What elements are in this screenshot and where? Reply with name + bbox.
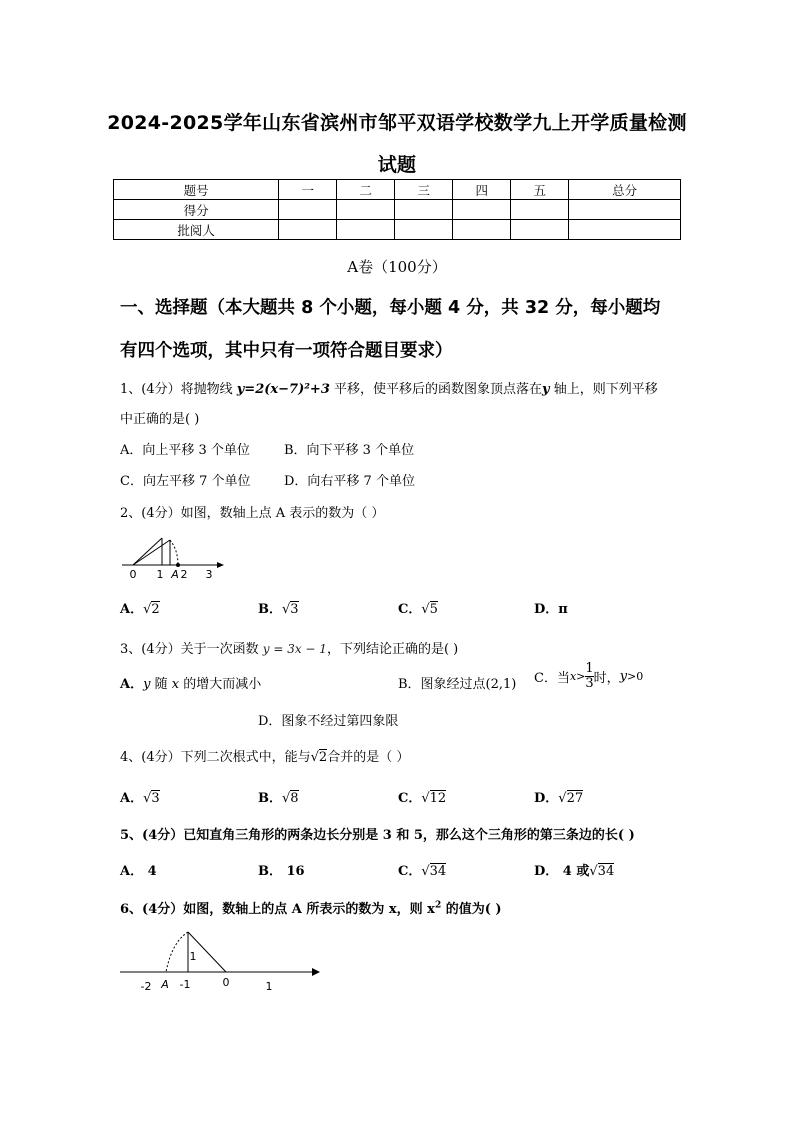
score-cell[interactable]: [337, 220, 395, 240]
volume-heading: A卷（100分）: [347, 258, 447, 276]
radicand: 12: [429, 791, 447, 806]
question-3-option-a[interactable]: [120, 673, 261, 692]
tick-label: 0: [129, 568, 137, 581]
question-6-superscript: 2: [434, 900, 442, 911]
radicand: 5: [429, 602, 438, 617]
exam-title-line2: 试题: [377, 154, 417, 176]
score-cell[interactable]: [279, 200, 337, 220]
point-a-label: A: [161, 978, 169, 991]
score-table-header: 题号: [114, 180, 279, 200]
question-4-text: [120, 746, 409, 765]
score-cell[interactable]: [337, 200, 395, 220]
question-5-option-a[interactable]: A． 4: [120, 864, 157, 879]
compass-arc: [166, 932, 188, 972]
sqrt-icon: √: [282, 791, 291, 806]
question-3-suffix: ，下列结论正确的是( ): [326, 642, 459, 657]
score-cell[interactable]: [395, 200, 453, 220]
score-table-header: 三: [395, 180, 453, 200]
score-cell[interactable]: [279, 220, 337, 240]
question-6-number-line-figure: [118, 928, 328, 996]
option-text: 时，: [593, 671, 620, 686]
tick-label: -1: [179, 978, 191, 991]
question-5-option-c[interactable]: [398, 860, 446, 879]
tick-label: 1: [156, 568, 164, 581]
option-label: C．: [398, 602, 422, 617]
sqrt-icon: √: [558, 791, 567, 806]
score-table-header: 四: [453, 180, 511, 200]
question-6-text: [120, 898, 502, 917]
tick-label: -2: [140, 980, 152, 993]
tick-label: 2: [180, 568, 188, 581]
fraction: [585, 662, 593, 691]
score-cell[interactable]: [511, 220, 569, 240]
sqrt-icon: √: [589, 864, 598, 879]
question-4-option-c[interactable]: [398, 787, 446, 806]
question-2-option-c[interactable]: [398, 598, 438, 617]
point-a-label: A: [171, 568, 179, 581]
fraction-denominator: 3: [585, 676, 594, 691]
question-1-option-c[interactable]: C．向左平移 7 个单位: [120, 474, 251, 489]
question-6-prefix: 6、(4分）如图，数轴上的点 A 所表示的数为 x，则 x: [120, 902, 435, 917]
radicand: 2: [151, 602, 160, 617]
option-label: D． 4 或: [534, 864, 590, 879]
question-3-text: [120, 638, 458, 657]
question-2-number-line-figure: [118, 532, 230, 582]
question-1-option-a[interactable]: A．向上平移 3 个单位: [120, 443, 250, 458]
question-3-option-d[interactable]: D．图象不经过第四象限: [258, 714, 399, 729]
question-1-y-axis: y: [542, 382, 550, 397]
var-y: y: [619, 669, 628, 684]
gt-sign: >: [576, 670, 586, 683]
question-3-formula: y = 3x − 1: [262, 642, 327, 656]
tick-label: 3: [205, 568, 213, 581]
option-label: B．: [258, 791, 282, 806]
section-heading-line2: 有四个选项，其中只有一项符合题目要求）: [120, 341, 453, 361]
radicand: 34: [429, 864, 447, 879]
question-1-option-b[interactable]: B．向下平移 3 个单位: [284, 443, 415, 458]
question-2-option-d[interactable]: D．π: [534, 602, 568, 617]
side-length-label: 1: [189, 950, 197, 963]
score-table-row: [114, 220, 681, 240]
option-label: B．: [258, 602, 282, 617]
option-label: A．: [120, 677, 144, 692]
question-1-suffix2: 轴上，则下列平移: [549, 382, 658, 397]
score-table: [113, 179, 681, 240]
sqrt-icon: √: [310, 750, 319, 765]
section-heading-line1: 一、选择题（本大题共 8 个小题，每小题 4 分，共 32 分，每小题均: [120, 298, 661, 318]
radicand: 2: [318, 750, 328, 765]
score-row-label: 得分: [114, 200, 279, 220]
score-table-header: 五: [511, 180, 569, 200]
point-a-dot: [176, 563, 180, 567]
axis-arrow-icon: [217, 562, 224, 568]
exam-title-line1: 2024-2025学年山东省滨州市邹平双语学校数学九上开学质量检测: [107, 112, 687, 134]
var-x: x: [171, 677, 180, 692]
question-4-option-b[interactable]: [258, 787, 299, 806]
score-table-row: [114, 200, 681, 220]
question-4-option-a[interactable]: [120, 787, 160, 806]
compass-arc: [170, 540, 178, 565]
option-label: A．: [120, 791, 144, 806]
question-5-text: 5、(4分）已知直角三角形的两条边长分别是 3 和 5，那么这个三角形的第三条边的长( ): [120, 828, 635, 843]
var-y: y: [143, 677, 151, 692]
score-cell[interactable]: [511, 200, 569, 220]
question-1-option-d[interactable]: D．向右平移 7 个单位: [284, 474, 415, 489]
question-1-line1: [120, 378, 658, 397]
score-table-header: 一: [279, 180, 337, 200]
option-label: C．: [398, 864, 422, 879]
radicand: 34: [597, 864, 615, 879]
question-3-option-c[interactable]: [534, 662, 643, 691]
question-4-prefix: 4、(4分）下列二次根式中，能与: [120, 750, 311, 765]
option-text: >0: [627, 670, 644, 683]
option-text: 随: [150, 677, 172, 692]
sqrt-icon: √: [282, 602, 291, 617]
sqrt-icon: √: [143, 791, 152, 806]
score-table-header: 二: [337, 180, 395, 200]
question-1-formula: y=2(x−7)²+3: [236, 382, 330, 397]
question-4-option-d[interactable]: [534, 787, 583, 806]
radicand: 3: [290, 602, 299, 617]
question-4-suffix: 合并的是（ ）: [327, 750, 410, 765]
question-5-option-d[interactable]: [534, 860, 614, 879]
score-cell[interactable]: [453, 200, 511, 220]
sqrt-icon: √: [421, 602, 430, 617]
question-3-option-b[interactable]: B．图象经过点(2,1): [398, 677, 517, 692]
score-cell[interactable]: [453, 220, 511, 240]
radicand: 27: [566, 791, 584, 806]
sqrt-icon: √: [421, 791, 430, 806]
triangle-hypotenuse-2: [133, 540, 170, 565]
question-1-prefix: 1、(4分）将抛物线: [120, 382, 237, 397]
score-cell[interactable]: [569, 220, 681, 240]
score-cell[interactable]: [569, 200, 681, 220]
axis-arrow-icon: [312, 968, 320, 976]
question-2-text: 2、(4分）如图，数轴上点 A 表示的数为（ ）: [120, 506, 385, 521]
score-table-header-row: [114, 180, 681, 200]
score-table-header: 总分: [569, 180, 681, 200]
question-1-line2: 中正确的是( ): [120, 412, 200, 427]
score-cell[interactable]: [395, 220, 453, 240]
score-row-label: 批阅人: [114, 220, 279, 240]
tick-label: 1: [265, 980, 273, 993]
option-label: A．: [120, 602, 144, 617]
tick-label: 0: [222, 976, 230, 989]
question-3-prefix: 3、(4分）关于一次函数: [120, 642, 263, 657]
question-5-option-b[interactable]: B． 16: [258, 864, 305, 879]
sqrt-icon: √: [421, 864, 430, 879]
fraction-numerator: 1: [585, 661, 594, 676]
question-2-option-b[interactable]: [258, 598, 299, 617]
sqrt-icon: √: [143, 602, 152, 617]
question-6-suffix: 的值为( ): [441, 902, 502, 917]
triangle-hypotenuse-1: [133, 538, 162, 565]
radicand: 8: [290, 791, 299, 806]
question-2-option-a[interactable]: [120, 598, 160, 617]
question-1-suffix: 平移，使平移后的函数图象顶点落在: [329, 382, 543, 397]
option-text: 的增大而减小: [179, 677, 262, 692]
radicand: 3: [151, 791, 160, 806]
option-label: C．当: [534, 671, 570, 686]
option-label: C．: [398, 791, 422, 806]
option-label: D．: [534, 791, 559, 806]
var-x: x: [569, 670, 577, 683]
